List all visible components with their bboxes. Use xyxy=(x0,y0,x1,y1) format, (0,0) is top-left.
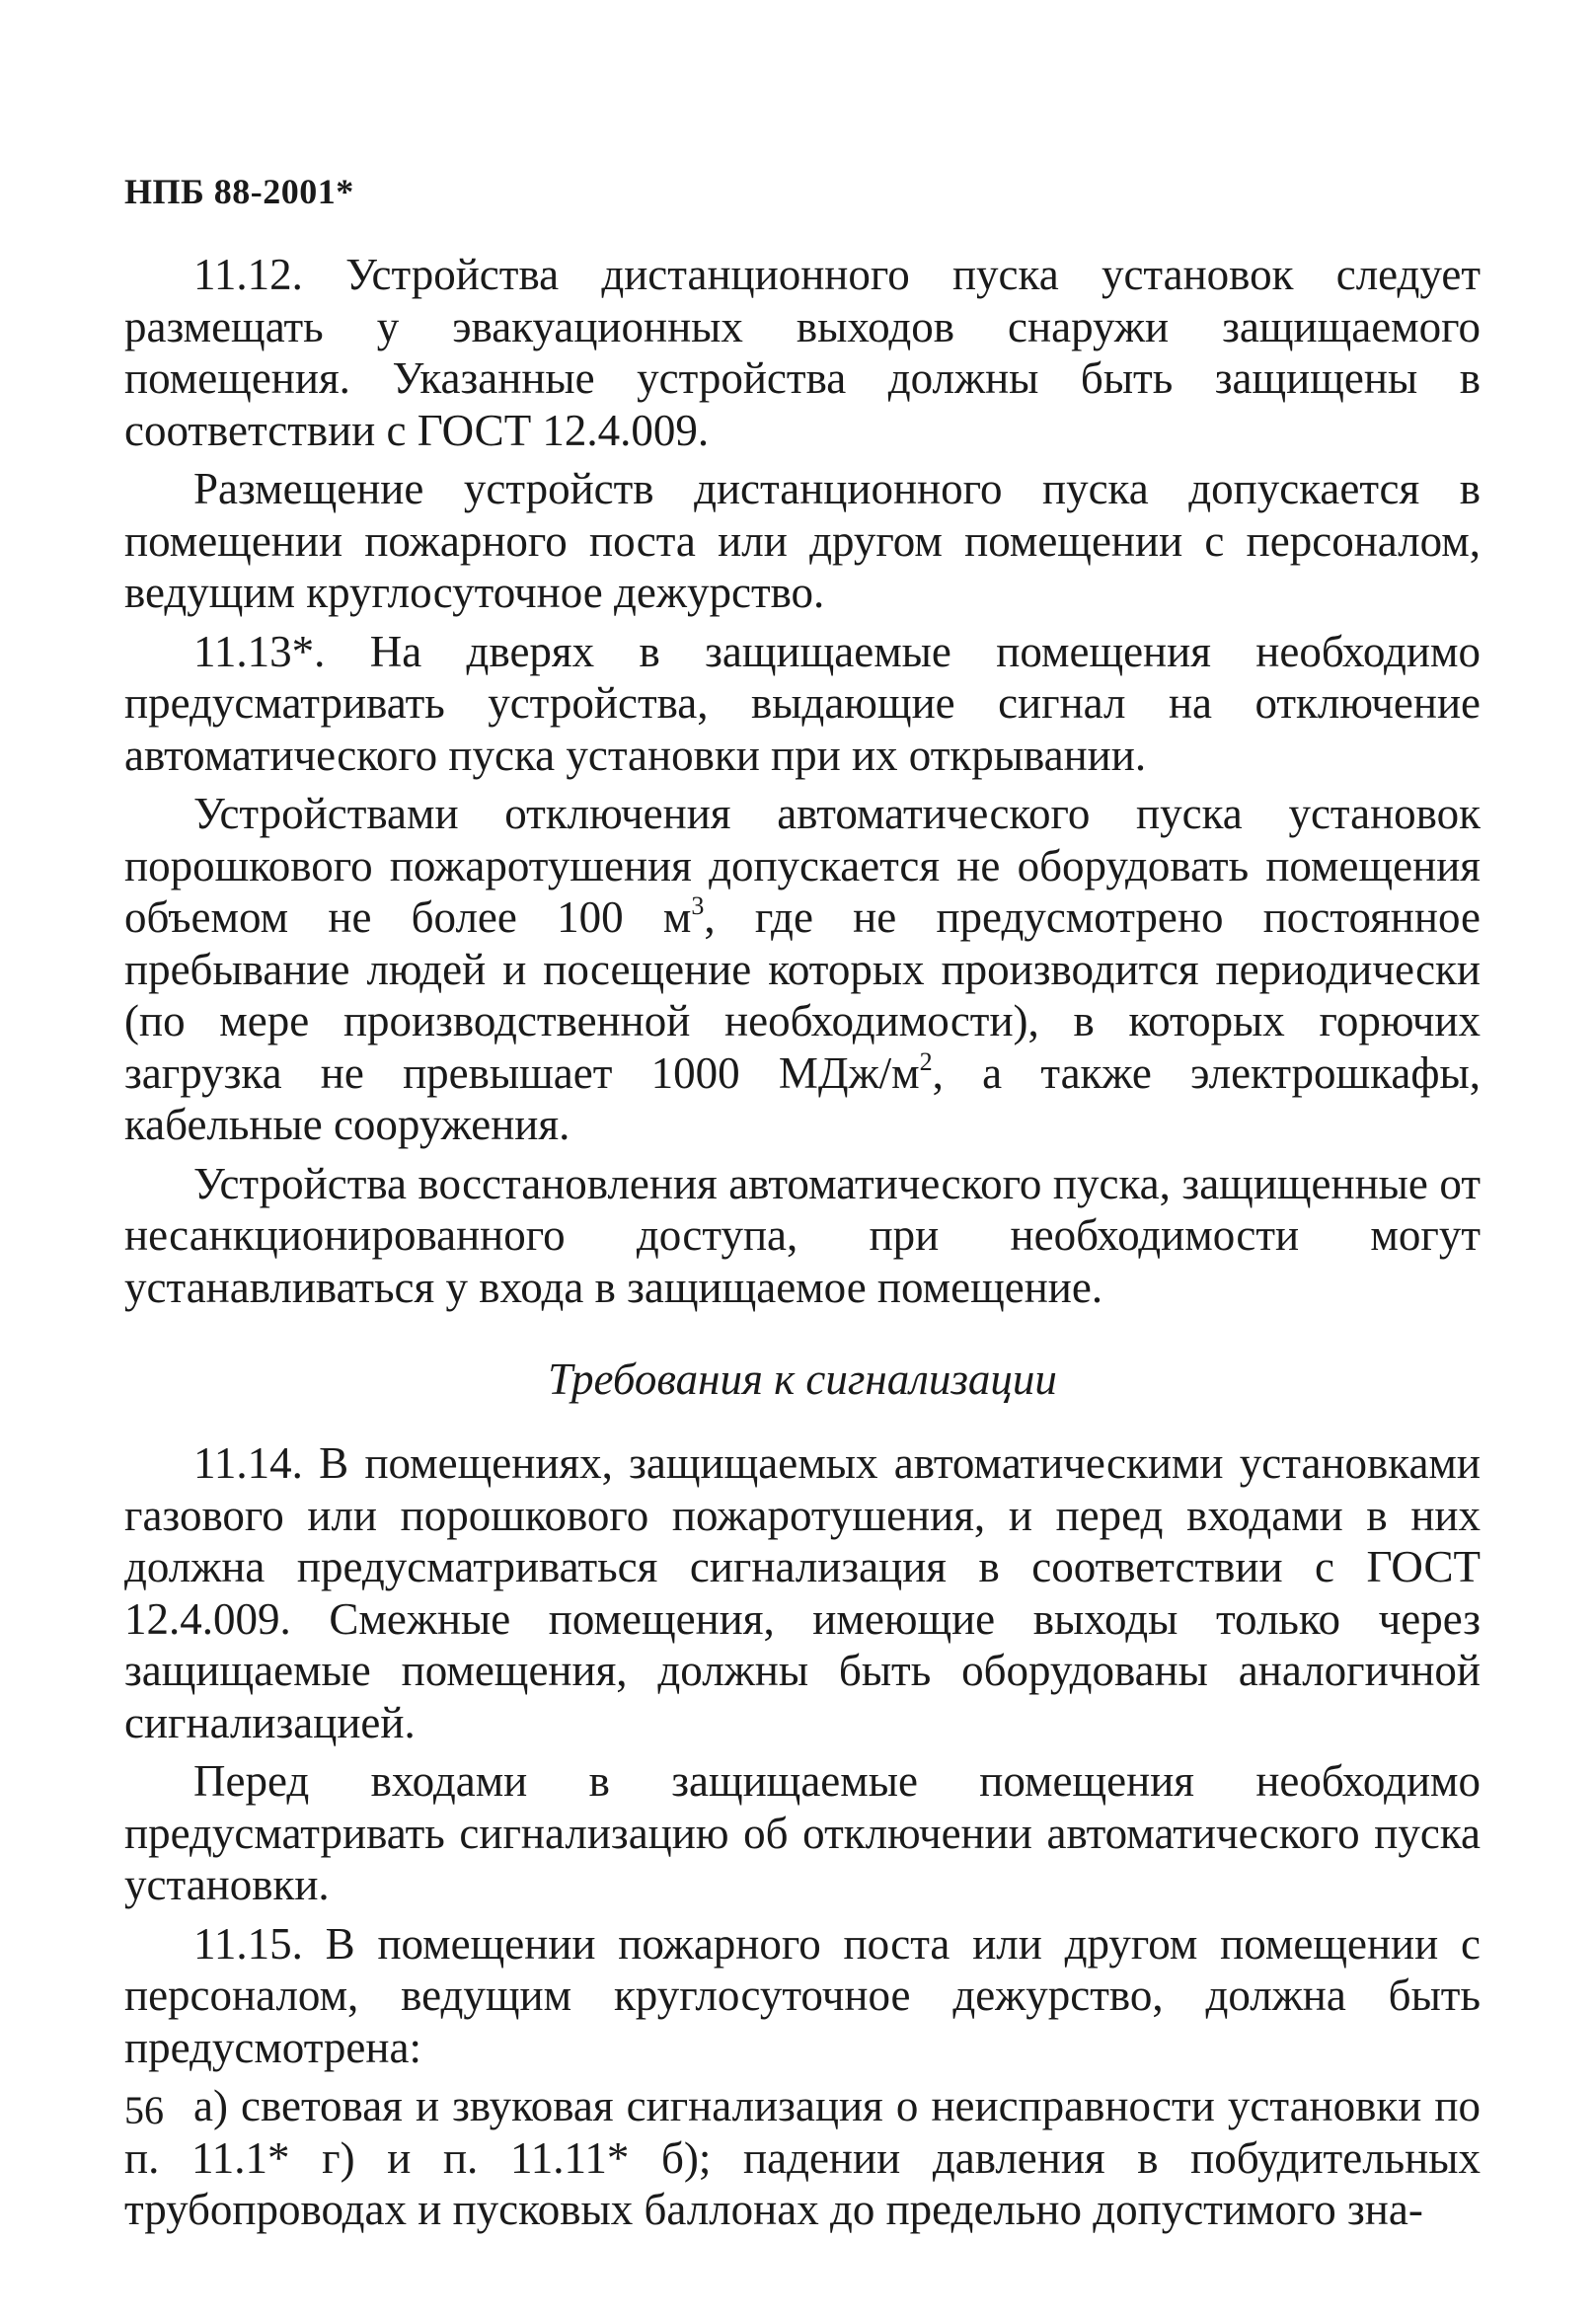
paragraph-powder-exemption xyxy=(124,788,1481,1151)
paragraph-entrance-signaling: Перед входами в защищаемые помещения необходимо предусматривать сигнализацию об отключении автоматического пуска установки. xyxy=(124,1756,1481,1909)
paragraph-11-14: 11.14. В помещениях, защищаемых автоматическими установками газового или порошкового пожаротушения, и перед входами в них должна предусматриваться сигнализация в соответствии с ГОСТ 12.4.009. Смежные помещения, имеющие выходы только через защищаемые помещения, должны быть оборудованы аналогичной сигнализацией. xyxy=(124,1438,1481,1747)
paragraph-remote-start-placement: Размещение устройств дистанционного пуска допускается в помещении пожарного поста или другом помещении с персоналом, ведущим круглосуточное дежурство. xyxy=(124,464,1481,617)
paragraph-restore-devices: Устройства восстановления автоматического пуска, защищенные от несанкционированного доступа, при необходимости могут устанавливаться у входа в защищаемое помещение. xyxy=(124,1158,1481,1312)
paragraph-11-12: 11.12. Устройства дистанционного пуска установок следует размещать у эвакуационных выходов снаружи защищаемого помещения. Указанные устройства должны быть защищены в соответствии с ГОСТ 12.4.009. xyxy=(124,250,1481,455)
paragraph-11-13: 11.13*. На дверях в защищаемые помещения необходимо предусматривать устройства, выдающие сигнал на отключение автоматического пуска установки при их открывании. xyxy=(124,626,1481,780)
paragraph-powder-text-a: Устройствами отключения автоматического пуска установок порошкового пожаротушения допускается не оборудовать помещения объемом не более 100 м xyxy=(124,789,1481,942)
paragraph-item-a: а) световая и звуковая сигнализация о неисправности установки по п. 11.1* г) и п. 11.11* б); падении давления в побудительных трубопроводах и пусковых баллонах до предельно допустимого зна- xyxy=(124,2081,1481,2234)
document-header: НПБ 88-2001* xyxy=(124,172,354,211)
paragraph-powder-text-c: , а также электрошкафы, кабельные сооружения. xyxy=(124,1047,1481,1149)
paragraph-powder-text-b: , где не предусмотрено постоянное пребывание людей и посещение которых производится периодически (по мере производственной необходимости), в которых горючих загрузка не превышает 1000 МДж/м xyxy=(124,892,1481,1098)
paragraph-11-15: 11.15. В помещении пожарного поста или другом помещении с персоналом, ведущим круглосуточное дежурство, должна быть предусмотрена: xyxy=(124,1918,1481,2072)
superscript-square: 2 xyxy=(919,1046,933,1076)
superscript-cubic: 3 xyxy=(691,891,705,920)
page-number: 56 xyxy=(124,2088,164,2132)
section-title-signaling: Требования к сигнализации xyxy=(548,1354,1057,1404)
document-body xyxy=(124,249,1481,2243)
